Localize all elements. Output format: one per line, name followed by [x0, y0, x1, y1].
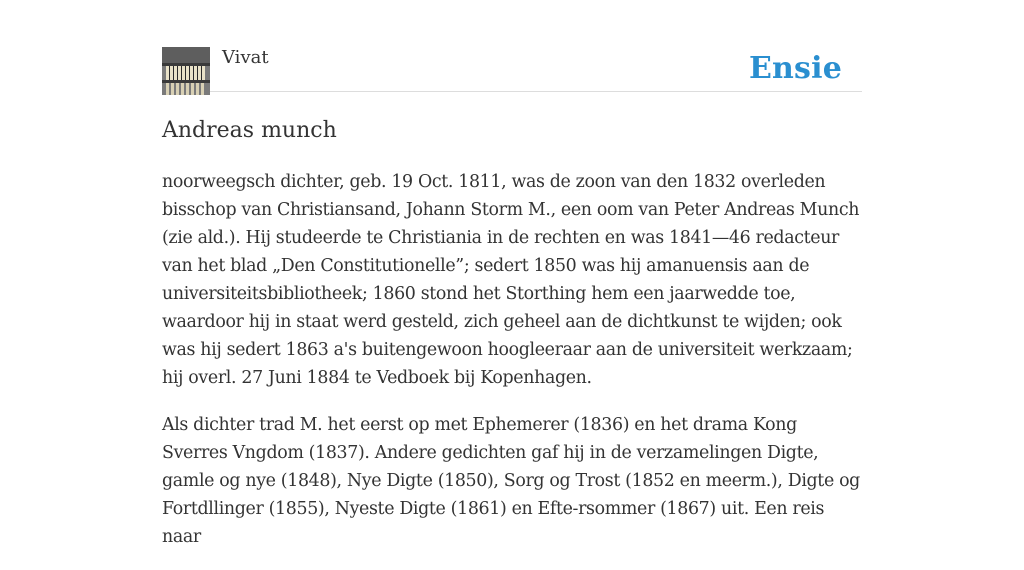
- article-paragraph: noorweegsch dichter, geb. 19 Oct. 1811, was de zoon van den 1832 overleden bisschop van Christiansand, Johann Storm M., een oom van Peter Andreas Munch (zie ald.). Hij studeerde te Christiania in de rechten en was 1841—46 redacteur van het blad „Den Constitutionelle”; sedert 1850 was hij amanuensis aan de universiteitsbibliotheek; 1860 stond het Storthing hem een jaarwedde toe, waardoor hij in staat werd gesteld, zich geheel aan de dichtkunst te wijden; ook was hij sedert 1863 a's buitengewoon hoogleeraar aan de universiteit werkzaam; hij overl. 27 Juni 1884 te Vedboek bij Kopenhagen.: [162, 172, 860, 388]
- brand-logo-link[interactable]: Ensie: [748, 51, 842, 86]
- source-name-link[interactable]: Vivat: [222, 47, 269, 68]
- article-paragraph: Als dichter trad M. het eerst op met Ephemerer (1836) en het drama Kong Sverres Vngdom (1837). Andere gedichten gaf hij in de verzamelingen Digte, gamle og nye (1848), Nye Digte (1850), Sorg og Trost (1852 en meerm.), Digte og Fortdllinger (1855), Nyeste Digte (1861) en Efte-rsommer (1867) uit. Een reis naar: [162, 415, 860, 547]
- page-title: Andreas munch: [162, 118, 337, 143]
- site-header: [162, 0, 862, 92]
- bookshelf-icon: [162, 47, 210, 95]
- page-container: [162, 0, 862, 547]
- article-body: [162, 168, 862, 570]
- source-avatar-icon[interactable]: [162, 47, 210, 95]
